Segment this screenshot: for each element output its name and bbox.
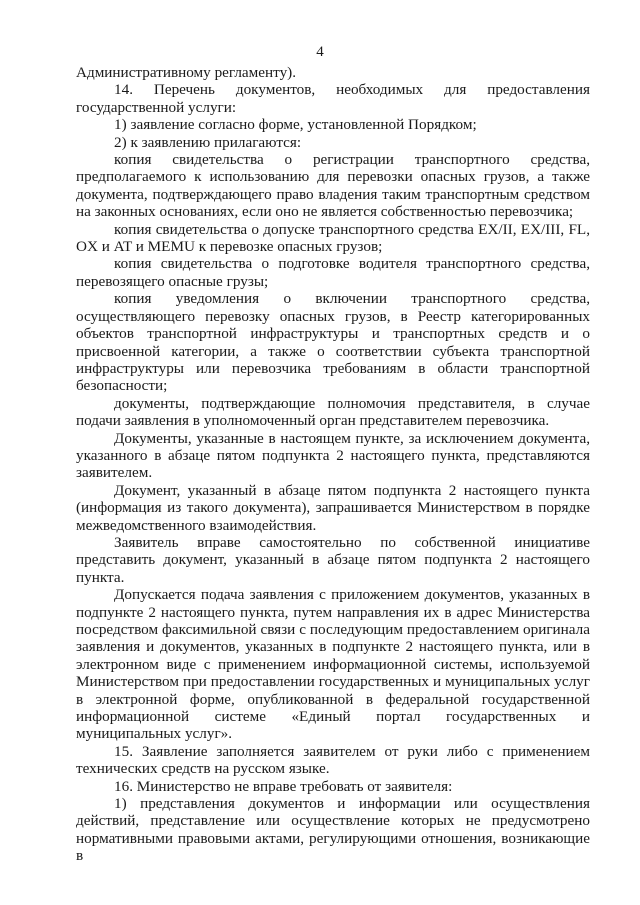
paragraph: копия свидетельства о допуске транспортного средства EX/II, EX/III, FL, OX и AT и MEMU к перевозке опасных грузов; bbox=[76, 220, 590, 256]
paragraph: копия свидетельства о подготовке водителя транспортного средства, перевозящего опасные грузы; bbox=[76, 255, 590, 290]
paragraph: 1) представления документов и информации или осуществления действий, представление или осуществление которых не предусмотрено нормативными правовыми актами, регулирующими отношения, возникающие в bbox=[76, 795, 590, 865]
paragraph: копия свидетельства о регистрации транспортного средства, предполагаемого к использованию для перевозки опасных грузов, а также документа, подтверждающего право владения таким транспортным средством на законных основаниях, если оно не является собственностью перевозчика; bbox=[76, 151, 590, 221]
paragraph: 16. Министерство не вправе требовать от заявителя: bbox=[114, 777, 453, 795]
paragraph: Заявитель вправе самостоятельно по собственной инициативе представить документ, указанный в абзаце пятом подпункта 2 настоящего пункта. bbox=[76, 533, 590, 586]
paragraph: Документ, указанный в абзаце пятом подпункта 2 настоящего пункта (информация из такого документа), запрашивается Министерством в порядке межведомственного взаимодействия. bbox=[76, 481, 590, 534]
paragraph: Документы, указанные в настоящем пункте, за исключением документа, указанного в абзаце пятом подпункта 2 настоящего пункта, представляются заявителем. bbox=[76, 429, 590, 482]
page-number: 4 bbox=[316, 44, 324, 60]
paragraph: 15. Заявление заполняется заявителем от руки либо с применением технических средств на русском языке. bbox=[76, 742, 590, 778]
paragraph: копия уведомления о включении транспортного средства, осуществляющего перевозку опасных грузов, в Реестр категорированных объектов транспортной инфраструктуры и транспортных средств и о присвоенной категории, а также о соответствии субъекта транспортной инфраструктуры или перевозчика требованиям в области транспортной безопасности; bbox=[76, 290, 590, 395]
paragraph: 2) к заявлению прилагаются: bbox=[114, 133, 302, 151]
paragraph: документы, подтверждающие полномочия представителя, в случае подачи заявления в уполномоченный орган представителем перевозчика. bbox=[76, 394, 590, 430]
paragraph: Допускается подача заявления с приложением документов, указанных в подпункте 2 настоящего пункта, путем направления их в адрес Министерства посредством факсимильной связи с последующим предоставлением оригинала заявления и документов, указанных в подпункте 2 настоящего пункта, или в электронном виде с применением информационной системы, используемой Министерством при предоставлении государственных и муниципальных услуг в электронной форме, опубликованной в федеральной государственной информационной системе «Единый портал государственных и муниципальных услуг». bbox=[76, 586, 590, 743]
paragraph: Административному регламенту). bbox=[76, 64, 297, 81]
paragraph: 14. Перечень документов, необходимых для предоставления государственной услуги: bbox=[76, 81, 590, 116]
document-body bbox=[76, 64, 590, 865]
paragraph: 1) заявление согласно форме, установленной Порядком; bbox=[114, 116, 477, 134]
